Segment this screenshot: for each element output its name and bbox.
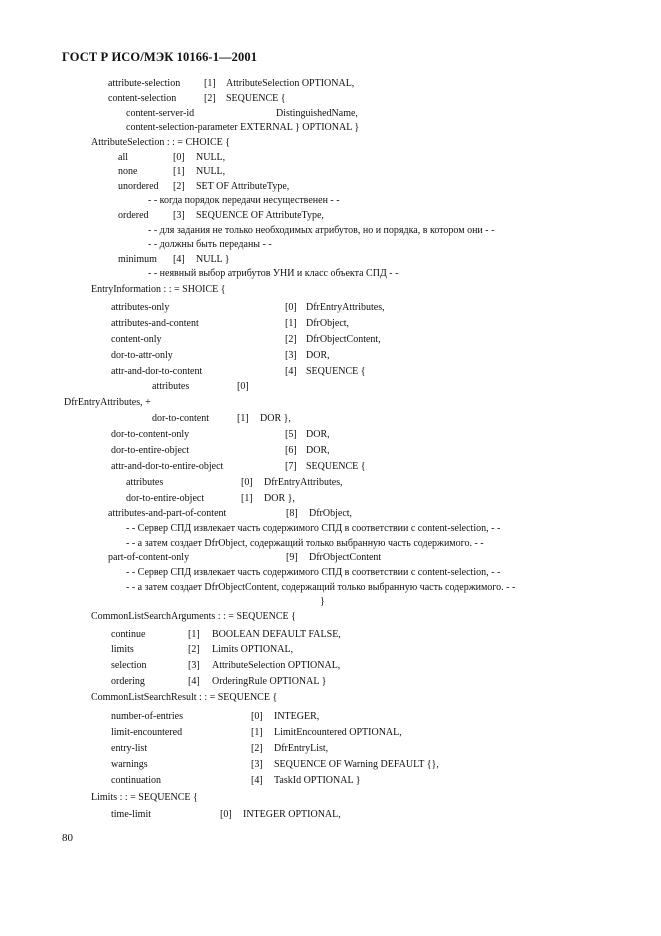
comment: - - Сервер СПД извлекает часть содержимого СПД в соответствии с content-selection, - - — [126, 567, 501, 578]
field-name: dor-to-attr-only — [111, 350, 173, 361]
asn1-line — [0, 194, 340, 208]
field-name: warnings — [111, 759, 148, 770]
asn1-line — [0, 537, 484, 551]
asn1-line — [0, 77, 355, 91]
field-tag: [1] — [285, 318, 297, 329]
field-tag: [4] — [188, 676, 200, 687]
field-type: NULL, — [196, 166, 226, 177]
asn1-line — [0, 238, 272, 252]
field-type: SEQUENCE { — [226, 93, 286, 104]
field-type: DfrEntryList, — [274, 743, 329, 754]
comment: - - а затем создает DfrObjectContent, содержащий только выбранную часть содержимого. - - — [126, 582, 516, 593]
type-definition: AttributeSelection : : = CHOICE { — [91, 137, 231, 148]
asn1-line — [0, 758, 439, 772]
field-name: attr-and-dor-to-entire-object — [111, 461, 224, 472]
field-name: limit-encountered — [111, 727, 183, 738]
field-name: unordered — [118, 181, 159, 192]
field-tag: [3] — [251, 759, 263, 770]
field-tag: [2] — [285, 334, 297, 345]
asn1-line — [0, 444, 330, 458]
asn1-line — [0, 742, 329, 756]
field-name: ordering — [111, 676, 145, 687]
asn1-line — [0, 349, 330, 363]
field-tag: [3] — [285, 350, 297, 361]
field-name: part-of-content-only — [108, 552, 190, 563]
asn1-line — [0, 551, 382, 565]
field-tag: [0] — [237, 381, 249, 392]
type-definition: Limits : : = SEQUENCE { — [91, 792, 198, 803]
field-tag: [8] — [286, 508, 298, 519]
asn1-line — [0, 412, 291, 426]
asn1-line — [0, 121, 360, 135]
field-tag: [3] — [188, 660, 200, 671]
field-name: ordered — [118, 210, 149, 221]
asn1-line — [0, 710, 320, 724]
field-type: DOR, — [306, 350, 330, 361]
field-tag: [4] — [173, 254, 185, 265]
comment: - - а затем создает DfrObject, содержащий только выбранную часть содержимого. - - — [126, 538, 484, 549]
field-name: dor-to-content — [152, 413, 210, 424]
field-name: continue — [111, 629, 146, 640]
field-type: AttributeSelection OPTIONAL, — [226, 78, 355, 89]
field-tag: [0] — [241, 477, 253, 488]
field-name: attributes — [152, 381, 190, 392]
asn1-line — [0, 283, 226, 297]
field-type: DOR, — [306, 445, 330, 456]
page-number: 80 — [62, 832, 73, 844]
field-name: attribute-selection — [108, 78, 181, 89]
field-tag: [0] — [285, 302, 297, 313]
field-type: NULL } — [196, 254, 230, 265]
field-type: DfrEntryAttributes, — [264, 477, 343, 488]
closing-brace: } — [320, 596, 325, 607]
field-type: DfrObjectContent — [309, 552, 382, 563]
field-name: selection — [111, 660, 147, 671]
field-tag: [2] — [204, 93, 216, 104]
asn1-line — [0, 659, 341, 673]
asn1-line — [0, 209, 324, 223]
asn1-line — [0, 317, 350, 331]
type-definition: EntryInformation : : = SHOICE { — [91, 284, 226, 295]
field-type: INTEGER OPTIONAL, — [243, 809, 341, 820]
field-tag: [0] — [220, 809, 232, 820]
field-type: BOOLEAN DEFAULT FALSE, — [212, 629, 341, 640]
asn1-line — [0, 643, 294, 657]
asn1-line — [0, 224, 495, 238]
asn1-line — [0, 107, 358, 121]
asn1-line — [0, 333, 381, 347]
field-type: DfrObjectContent, — [306, 334, 381, 345]
asn1-line — [0, 165, 226, 179]
field-name: attributes — [126, 477, 164, 488]
field-name: attr-and-dor-to-content — [111, 366, 203, 377]
type-definition: CommonListSearchArguments : : = SEQUENCE { — [91, 611, 296, 622]
field-type: DfrObject, — [309, 508, 353, 519]
field-name: minimum — [118, 254, 157, 265]
type-definition: CommonListSearchResult : : = SEQUENCE { — [91, 692, 278, 703]
comment: - - неявный выбор атрибутов УНИ и класс объекта СПД - - — [148, 268, 399, 279]
asn1-line — [0, 365, 366, 379]
field-name: entry-list — [111, 743, 148, 754]
comment: - - Сервер СПД извлекает часть содержимого СПД в соответствии с content-selection, - - — [126, 523, 501, 534]
asn1-line — [0, 791, 198, 805]
field-tag: [0] — [173, 152, 185, 163]
field-name: attributes-only — [111, 302, 170, 313]
field-type: DistinguishedName, — [276, 108, 358, 119]
field-tag: [2] — [173, 181, 185, 192]
field-name: time-limit — [111, 809, 151, 820]
asn1-line — [0, 396, 151, 410]
asn1-line — [0, 460, 366, 474]
field-tag: [1] — [188, 629, 200, 640]
field-name: dor-to-entire-object — [126, 493, 205, 504]
field-type: DOR }, — [260, 413, 291, 424]
field-tag: [2] — [188, 644, 200, 655]
line-text: content-selection-parameter EXTERNAL } OPTIONAL } — [126, 122, 360, 133]
field-tag: [1] — [173, 166, 185, 177]
field-type: SEQUENCE OF Warning DEFAULT {}, — [274, 759, 439, 770]
comment: - - когда порядок передачи несущественен - - — [148, 195, 340, 206]
asn1-line — [0, 726, 402, 740]
field-name: dor-to-entire-object — [111, 445, 190, 456]
field-tag: [4] — [285, 366, 297, 377]
field-type: SEQUENCE { — [306, 461, 366, 472]
asn1-line — [0, 301, 385, 315]
asn1-line — [0, 675, 327, 689]
asn1-line — [0, 566, 501, 580]
asn1-line — [0, 507, 353, 521]
field-tag: [1] — [251, 727, 263, 738]
field-type: DfrEntryAttributes, — [306, 302, 385, 313]
asn1-line — [0, 428, 330, 442]
asn1-line — [0, 476, 343, 490]
field-type: AttributeSelection OPTIONAL, — [212, 660, 341, 671]
field-type: Limits OPTIONAL, — [212, 644, 294, 655]
asn1-line — [0, 380, 249, 394]
field-tag: [1] — [237, 413, 249, 424]
field-name: attributes-and-part-of-content — [108, 508, 227, 519]
asn1-line — [0, 492, 295, 506]
field-tag: [9] — [286, 552, 298, 563]
comment: - - должны быть переданы - - — [148, 239, 272, 250]
asn1-line — [0, 691, 278, 705]
asn1-line — [0, 581, 516, 595]
asn1-line — [0, 267, 399, 281]
field-tag: [7] — [285, 461, 297, 472]
field-type: TaskId OPTIONAL } — [274, 775, 361, 786]
field-name: continuation — [111, 775, 161, 786]
field-type: DOR, — [306, 429, 330, 440]
field-type: OrderingRule OPTIONAL } — [212, 676, 327, 687]
field-name: content-only — [111, 334, 162, 345]
field-type: SEQUENCE OF AttributeType, — [196, 210, 324, 221]
field-tag: [3] — [173, 210, 185, 221]
field-name: dor-to-content-only — [111, 429, 190, 440]
field-name: all — [118, 152, 128, 163]
field-name: content-server-id — [126, 108, 195, 119]
asn1-line — [0, 253, 230, 267]
field-type: INTEGER, — [274, 711, 320, 722]
asn1-line — [0, 136, 231, 150]
asn1-line — [0, 151, 226, 165]
field-tag: [1] — [204, 78, 216, 89]
field-tag: [0] — [251, 711, 263, 722]
field-type: SET OF AttributeType, — [196, 181, 290, 192]
asn1-line — [0, 92, 286, 106]
field-tag: [6] — [285, 445, 297, 456]
asn1-line — [0, 522, 501, 536]
asn1-line — [0, 774, 361, 788]
asn1-line — [0, 610, 296, 624]
field-type: SEQUENCE { — [306, 366, 366, 377]
document-header: ГОСТ Р ИСО/МЭК 10166-1—2001 — [62, 50, 258, 64]
field-name: content-selection — [108, 93, 177, 104]
comment: - - для задания не только необходимых атрибутов, но и порядка, в котором они - - — [148, 225, 495, 236]
field-tag: [4] — [251, 775, 263, 786]
field-type: DOR }, — [264, 493, 295, 504]
asn1-line — [0, 180, 290, 194]
field-type: DfrEntryAttributes, + — [64, 397, 151, 408]
asn1-line — [0, 808, 341, 822]
field-name: attributes-and-content — [111, 318, 199, 329]
field-name: limits — [111, 644, 134, 655]
asn1-line — [0, 628, 341, 642]
field-type: LimitEncountered OPTIONAL, — [274, 727, 402, 738]
field-type: DfrObject, — [306, 318, 350, 329]
field-tag: [1] — [241, 493, 253, 504]
field-tag: [2] — [251, 743, 263, 754]
field-tag: [5] — [285, 429, 297, 440]
field-type: NULL, — [196, 152, 226, 163]
asn1-line — [0, 595, 325, 609]
field-name: none — [118, 166, 138, 177]
field-name: number-of-entries — [111, 711, 183, 722]
